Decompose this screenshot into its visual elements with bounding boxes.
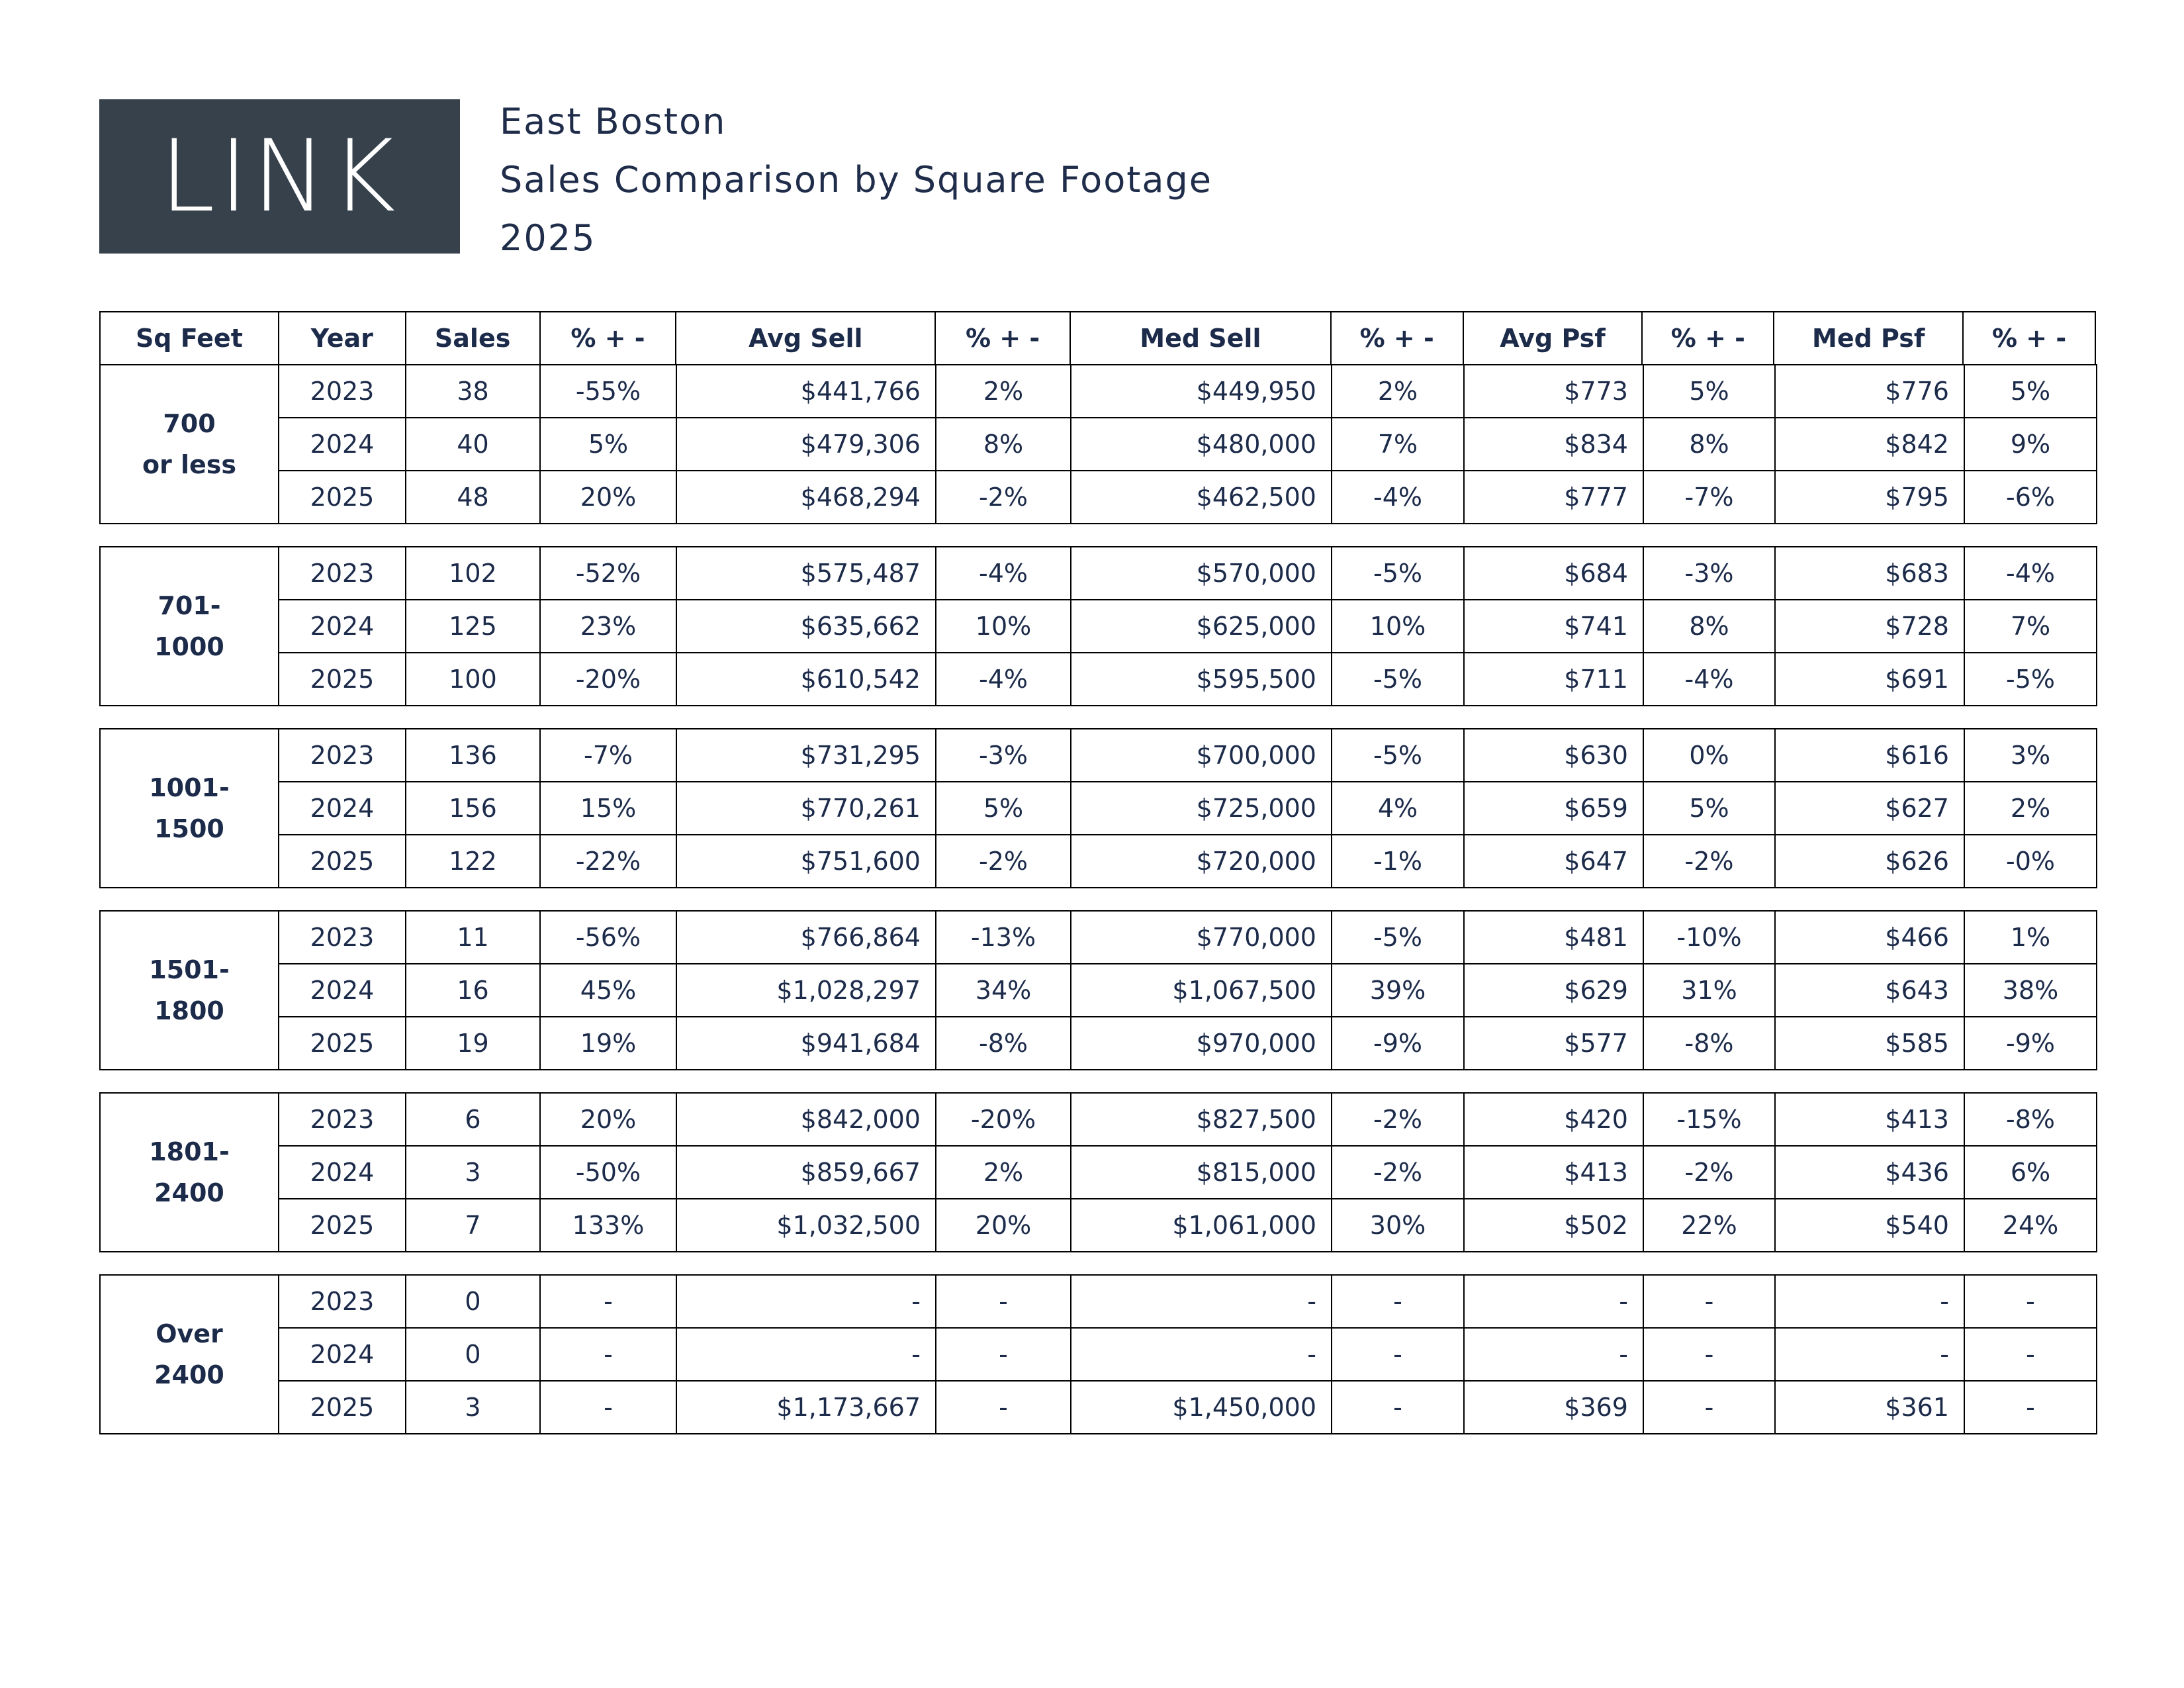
cell-med-psf: $626: [1776, 835, 1965, 888]
sqft-label-line2: 2400: [154, 1360, 224, 1389]
sqft-group: [99, 1274, 2097, 1434]
cell-sales: 40: [406, 418, 541, 471]
cell-avg-sell: $1,028,297: [677, 964, 936, 1017]
cell-med-sell: $462,500: [1071, 471, 1332, 524]
cell-avg-sell-change: 10%: [936, 600, 1071, 653]
cell-med-sell-change: 4%: [1332, 782, 1465, 835]
cell-med-psf: $643: [1776, 964, 1965, 1017]
sqft-group: [99, 1092, 2097, 1252]
cell-avg-sell: $610,542: [677, 653, 936, 706]
cell-avg-sell: $941,684: [677, 1017, 936, 1070]
cell-avg-psf-change: -: [1644, 1382, 1776, 1434]
cell-avg-psf: $629: [1465, 964, 1644, 1017]
table-row: [279, 1276, 2097, 1329]
cell-med-psf-change: -: [1965, 1329, 2097, 1382]
cell-avg-psf: $834: [1465, 418, 1644, 471]
cell-sales-change: -: [541, 1329, 677, 1382]
cell-med-psf: $616: [1776, 729, 1965, 782]
cell-year: 2023: [279, 729, 406, 782]
header-sales-change: % + -: [541, 312, 677, 365]
cell-avg-sell-change: -13%: [936, 912, 1071, 964]
cell-avg-sell-change: -: [936, 1382, 1071, 1434]
cell-avg-sell: $441,766: [677, 365, 936, 418]
cell-sales-change: -: [541, 1276, 677, 1329]
sqft-label-line1: 700: [163, 409, 216, 438]
sqft-group: [99, 910, 2097, 1070]
sqft-group: [99, 728, 2097, 888]
cell-sales: 3: [406, 1147, 541, 1199]
cell-avg-sell-change: 2%: [936, 1147, 1071, 1199]
table-row: [279, 729, 2097, 782]
cell-avg-sell: -: [677, 1276, 936, 1329]
cell-med-sell-change: 7%: [1332, 418, 1465, 471]
cell-avg-sell: $575,487: [677, 547, 936, 600]
cell-med-sell-change: -5%: [1332, 653, 1465, 706]
cell-sales-change: 45%: [541, 964, 677, 1017]
cell-sales-change: -: [541, 1382, 677, 1434]
sqft-label-line1: 701-: [158, 591, 221, 620]
cell-year: 2023: [279, 1276, 406, 1329]
cell-med-psf-change: -5%: [1965, 653, 2097, 706]
cell-med-psf-change: 5%: [1965, 365, 2097, 418]
sqft-label-line2: 1800: [154, 996, 224, 1025]
cell-med-psf: $413: [1776, 1094, 1965, 1147]
cell-year: 2024: [279, 1329, 406, 1382]
cell-sales-change: -20%: [541, 653, 677, 706]
logo: [99, 99, 460, 254]
sqft-group: [99, 364, 2097, 524]
cell-med-psf: $683: [1776, 547, 1965, 600]
cell-sales-change: 5%: [541, 418, 677, 471]
cell-avg-psf-change: 5%: [1644, 782, 1776, 835]
cell-avg-psf-change: 8%: [1644, 600, 1776, 653]
table-row: [279, 1147, 2097, 1199]
cell-med-psf-change: 9%: [1965, 418, 2097, 471]
cell-sales: 0: [406, 1329, 541, 1382]
cell-med-sell: $827,500: [1071, 1094, 1332, 1147]
cell-avg-psf-change: -2%: [1644, 835, 1776, 888]
cell-med-sell: $1,061,000: [1071, 1199, 1332, 1252]
header-med-sell-change: % + -: [1332, 312, 1464, 365]
cell-sales: 125: [406, 600, 541, 653]
cell-med-sell-change: -2%: [1332, 1147, 1465, 1199]
sqft-label: [101, 1094, 279, 1252]
cell-med-sell-change: 30%: [1332, 1199, 1465, 1252]
cell-sales-change: -52%: [541, 547, 677, 600]
cell-sales-change: -56%: [541, 912, 677, 964]
cell-med-sell: $1,450,000: [1071, 1382, 1332, 1434]
cell-avg-sell: $731,295: [677, 729, 936, 782]
cell-avg-psf: $777: [1465, 471, 1644, 524]
cell-med-sell: $1,067,500: [1071, 964, 1332, 1017]
sqft-label: [101, 547, 279, 706]
cell-med-sell-change: -2%: [1332, 1094, 1465, 1147]
cell-med-sell: $770,000: [1071, 912, 1332, 964]
cell-avg-sell-change: -20%: [936, 1094, 1071, 1147]
cell-sales: 156: [406, 782, 541, 835]
cell-med-sell-change: -: [1332, 1329, 1465, 1382]
cell-avg-psf: $577: [1465, 1017, 1644, 1070]
cell-avg-sell-change: 5%: [936, 782, 1071, 835]
cell-med-psf-change: 1%: [1965, 912, 2097, 964]
cell-sales-change: -50%: [541, 1147, 677, 1199]
cell-med-psf-change: -: [1965, 1276, 2097, 1329]
cell-med-sell: $595,500: [1071, 653, 1332, 706]
cell-avg-sell: -: [677, 1329, 936, 1382]
cell-year: 2023: [279, 547, 406, 600]
table-row: [279, 1199, 2097, 1252]
cell-year: 2023: [279, 365, 406, 418]
cell-med-psf-change: -: [1965, 1382, 2097, 1434]
sqft-label-line1: 1501-: [149, 955, 230, 984]
cell-med-psf-change: 38%: [1965, 964, 2097, 1017]
sqft-label-line2: 1500: [154, 814, 224, 843]
cell-avg-sell-change: 20%: [936, 1199, 1071, 1252]
table-row: [279, 547, 2097, 600]
header-avg-sell-change: % + -: [936, 312, 1071, 365]
cell-med-sell: $570,000: [1071, 547, 1332, 600]
header-avg-psf: Avg Psf: [1464, 312, 1643, 365]
cell-sales-change: -55%: [541, 365, 677, 418]
header-med-psf: Med Psf: [1774, 312, 1964, 365]
cell-sales-change: -22%: [541, 835, 677, 888]
cell-avg-sell-change: -: [936, 1329, 1071, 1382]
table-row: [279, 1329, 2097, 1382]
cell-med-psf-change: -9%: [1965, 1017, 2097, 1070]
cell-med-psf: -: [1776, 1276, 1965, 1329]
cell-med-sell: $815,000: [1071, 1147, 1332, 1199]
cell-year: 2025: [279, 471, 406, 524]
cell-med-sell-change: 2%: [1332, 365, 1465, 418]
cell-year: 2024: [279, 964, 406, 1017]
cell-avg-psf-change: 8%: [1644, 418, 1776, 471]
cell-med-sell: $720,000: [1071, 835, 1332, 888]
cell-med-psf-change: 3%: [1965, 729, 2097, 782]
cell-med-psf-change: -4%: [1965, 547, 2097, 600]
cell-med-psf: $776: [1776, 365, 1965, 418]
cell-year: 2023: [279, 1094, 406, 1147]
cell-med-psf: $585: [1776, 1017, 1965, 1070]
cell-avg-psf-change: 5%: [1644, 365, 1776, 418]
cell-avg-psf-change: -: [1644, 1329, 1776, 1382]
sqft-label-line1: 1801-: [149, 1137, 230, 1166]
sqft-label: [101, 729, 279, 888]
cell-med-psf: -: [1776, 1329, 1965, 1382]
cell-sales: 11: [406, 912, 541, 964]
cell-avg-psf: $647: [1465, 835, 1644, 888]
cell-avg-sell-change: 2%: [936, 365, 1071, 418]
table-row: [279, 471, 2097, 524]
table-row: [279, 912, 2097, 964]
sqft-label-line2: 1000: [154, 632, 224, 661]
cell-med-sell-change: -: [1332, 1382, 1465, 1434]
cell-year: 2024: [279, 600, 406, 653]
table-row: [279, 782, 2097, 835]
cell-avg-psf-change: -10%: [1644, 912, 1776, 964]
cell-avg-psf-change: -7%: [1644, 471, 1776, 524]
header-avg-psf-change: % + -: [1643, 312, 1774, 365]
cell-avg-psf: $369: [1465, 1382, 1644, 1434]
cell-year: 2024: [279, 1147, 406, 1199]
cell-sales-change: 133%: [541, 1199, 677, 1252]
cell-year: 2025: [279, 1382, 406, 1434]
cell-med-psf-change: 7%: [1965, 600, 2097, 653]
cell-avg-psf: $711: [1465, 653, 1644, 706]
cell-med-sell-change: 10%: [1332, 600, 1465, 653]
cell-med-psf: $436: [1776, 1147, 1965, 1199]
table-row: [279, 835, 2097, 888]
table-row: [279, 365, 2097, 418]
cell-sales-change: -7%: [541, 729, 677, 782]
cell-avg-psf-change: -15%: [1644, 1094, 1776, 1147]
cell-avg-sell: $479,306: [677, 418, 936, 471]
logo-text: LINK: [159, 118, 400, 234]
cell-sales-change: 15%: [541, 782, 677, 835]
cell-avg-sell-change: 8%: [936, 418, 1071, 471]
cell-sales: 102: [406, 547, 541, 600]
header-row: [99, 311, 2096, 365]
cell-med-psf: $361: [1776, 1382, 1965, 1434]
header-med-sell: Med Sell: [1071, 312, 1332, 365]
sqft-label-line1: Over: [156, 1319, 223, 1348]
cell-avg-psf-change: 22%: [1644, 1199, 1776, 1252]
header-avg-sell: Avg Sell: [676, 312, 936, 365]
table-row: [279, 1382, 2097, 1434]
table-row: [279, 964, 2097, 1017]
cell-sales-change: 20%: [541, 1094, 677, 1147]
cell-avg-sell: $751,600: [677, 835, 936, 888]
cell-avg-psf-change: 0%: [1644, 729, 1776, 782]
cell-avg-sell: $842,000: [677, 1094, 936, 1147]
cell-avg-psf-change: -3%: [1644, 547, 1776, 600]
cell-avg-psf: $481: [1465, 912, 1644, 964]
cell-med-psf: $795: [1776, 471, 1965, 524]
cell-avg-sell-change: -4%: [936, 547, 1071, 600]
header-sq-feet: Sq Feet: [101, 312, 279, 365]
cell-med-sell: $480,000: [1071, 418, 1332, 471]
sqft-label-line2: 2400: [154, 1178, 224, 1207]
cell-avg-sell: $1,173,667: [677, 1382, 936, 1434]
cell-med-sell-change: -1%: [1332, 835, 1465, 888]
cell-med-sell: $625,000: [1071, 600, 1332, 653]
table-row: [279, 600, 2097, 653]
cell-year: 2025: [279, 835, 406, 888]
cell-avg-psf-change: 31%: [1644, 964, 1776, 1017]
cell-sales-change: 19%: [541, 1017, 677, 1070]
cell-sales-change: 20%: [541, 471, 677, 524]
sqft-label-line2: or less: [142, 450, 237, 479]
header-med-psf-change: % + -: [1964, 312, 2096, 365]
cell-med-psf-change: 24%: [1965, 1199, 2097, 1252]
cell-med-sell: -: [1071, 1329, 1332, 1382]
header-year: Year: [279, 312, 406, 365]
cell-sales-change: 23%: [541, 600, 677, 653]
cell-med-psf-change: 6%: [1965, 1147, 2097, 1199]
sqft-label: [101, 1276, 279, 1434]
cell-avg-sell-change: -8%: [936, 1017, 1071, 1070]
cell-avg-psf-change: -2%: [1644, 1147, 1776, 1199]
cell-avg-psf-change: -8%: [1644, 1017, 1776, 1070]
table-row: [279, 418, 2097, 471]
neighborhood-title: East Boston: [500, 101, 727, 142]
cell-med-sell-change: -5%: [1332, 912, 1465, 964]
cell-med-sell: $449,950: [1071, 365, 1332, 418]
cell-avg-sell-change: -2%: [936, 835, 1071, 888]
cell-avg-psf: -: [1465, 1329, 1644, 1382]
sqft-label: [101, 912, 279, 1070]
cell-med-sell: $970,000: [1071, 1017, 1332, 1070]
cell-med-psf: $842: [1776, 418, 1965, 471]
cell-avg-sell-change: -3%: [936, 729, 1071, 782]
cell-avg-sell-change: -2%: [936, 471, 1071, 524]
cell-avg-psf: $659: [1465, 782, 1644, 835]
cell-med-psf-change: 2%: [1965, 782, 2097, 835]
table-row: [279, 1017, 2097, 1070]
cell-med-psf: $728: [1776, 600, 1965, 653]
cell-year: 2025: [279, 653, 406, 706]
cell-avg-sell: $1,032,500: [677, 1199, 936, 1252]
cell-avg-psf: -: [1465, 1276, 1644, 1329]
cell-sales: 7: [406, 1199, 541, 1252]
table-header: [99, 311, 2096, 365]
cell-sales: 3: [406, 1382, 541, 1434]
cell-sales: 48: [406, 471, 541, 524]
cell-med-sell-change: -5%: [1332, 729, 1465, 782]
cell-avg-psf: $413: [1465, 1147, 1644, 1199]
cell-avg-psf: $420: [1465, 1094, 1644, 1147]
cell-med-psf-change: -6%: [1965, 471, 2097, 524]
cell-med-psf: $691: [1776, 653, 1965, 706]
cell-med-sell-change: 39%: [1332, 964, 1465, 1017]
table-row: [279, 1094, 2097, 1147]
cell-year: 2023: [279, 912, 406, 964]
header-sales: Sales: [406, 312, 541, 365]
cell-avg-sell: $766,864: [677, 912, 936, 964]
cell-avg-psf-change: -4%: [1644, 653, 1776, 706]
cell-med-psf-change: -0%: [1965, 835, 2097, 888]
cell-sales: 6: [406, 1094, 541, 1147]
cell-med-sell: -: [1071, 1276, 1332, 1329]
cell-med-sell-change: -: [1332, 1276, 1465, 1329]
cell-med-psf-change: -8%: [1965, 1094, 2097, 1147]
cell-med-psf: $466: [1776, 912, 1965, 964]
cell-med-sell-change: -4%: [1332, 471, 1465, 524]
cell-med-sell: $725,000: [1071, 782, 1332, 835]
cell-year: 2024: [279, 782, 406, 835]
cell-avg-psf-change: -: [1644, 1276, 1776, 1329]
cell-avg-sell-change: 34%: [936, 964, 1071, 1017]
cell-year: 2025: [279, 1017, 406, 1070]
cell-sales: 100: [406, 653, 541, 706]
cell-avg-sell: $468,294: [677, 471, 936, 524]
sqft-label-line1: 1001-: [149, 773, 230, 802]
cell-avg-sell-change: -: [936, 1276, 1071, 1329]
cell-avg-sell-change: -4%: [936, 653, 1071, 706]
cell-year: 2024: [279, 418, 406, 471]
cell-avg-psf: $630: [1465, 729, 1644, 782]
cell-sales: 19: [406, 1017, 541, 1070]
cell-med-sell-change: -9%: [1332, 1017, 1465, 1070]
cell-med-psf: $627: [1776, 782, 1965, 835]
cell-med-sell-change: -5%: [1332, 547, 1465, 600]
cell-sales: 38: [406, 365, 541, 418]
cell-avg-sell: $859,667: [677, 1147, 936, 1199]
cell-sales: 16: [406, 964, 541, 1017]
sqft-label: [101, 365, 279, 524]
report-header: [500, 93, 1212, 267]
cell-sales: 0: [406, 1276, 541, 1329]
cell-avg-sell: $635,662: [677, 600, 936, 653]
sqft-group: [99, 546, 2097, 706]
cell-sales: 136: [406, 729, 541, 782]
report-year: 2025: [500, 217, 596, 259]
cell-med-psf: $540: [1776, 1199, 1965, 1252]
cell-avg-sell: $770,261: [677, 782, 936, 835]
cell-med-sell: $700,000: [1071, 729, 1332, 782]
cell-avg-psf: $502: [1465, 1199, 1644, 1252]
cell-avg-psf: $684: [1465, 547, 1644, 600]
table-row: [279, 653, 2097, 706]
cell-year: 2025: [279, 1199, 406, 1252]
report-title: Sales Comparison by Square Footage: [500, 159, 1213, 201]
cell-sales: 122: [406, 835, 541, 888]
cell-avg-psf: $773: [1465, 365, 1644, 418]
cell-avg-psf: $741: [1465, 600, 1644, 653]
